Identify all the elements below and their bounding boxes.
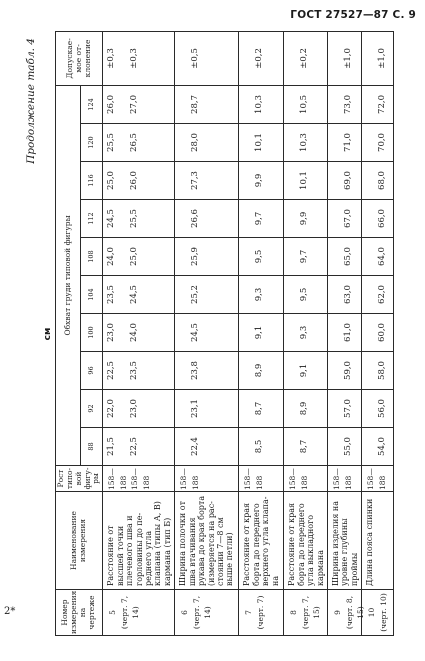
value-cell <box>103 238 175 276</box>
measurement-name: Ширина изделия на уровне глубины проймы <box>328 492 362 590</box>
value-cell <box>239 162 284 200</box>
page-header: ГОСТ 27527—87 С. 9 <box>290 9 416 21</box>
value-cell <box>328 85 362 123</box>
height-value: 158— <box>107 468 117 490</box>
measurement-value: 72,0 <box>376 95 387 114</box>
header-girth: Обхват груди типовой фигуры <box>56 85 81 465</box>
value-cell <box>328 352 362 390</box>
measurement-value: 23,8 <box>189 361 200 380</box>
value-cell <box>239 428 284 466</box>
value-cell <box>362 314 394 352</box>
measurement-value: 25,0 <box>106 171 117 190</box>
measurement-number: 8 <box>289 610 299 615</box>
measurement-value: 10,1 <box>298 171 309 190</box>
value-cell <box>328 314 362 352</box>
value-cell <box>103 200 175 238</box>
measurement-value: 21,5 <box>106 437 117 456</box>
measurement-value: 8,5 <box>253 439 264 454</box>
height-value: 188 <box>377 475 387 490</box>
value-cell <box>239 85 284 123</box>
tolerance-cell <box>239 31 284 85</box>
header-tolerance: Допускаемое отклонение <box>56 31 103 85</box>
value-cell <box>328 238 362 276</box>
value-cell <box>103 390 175 428</box>
measurement-value: 24,5 <box>129 285 140 304</box>
value-cell <box>362 352 394 390</box>
measurement-value: 55,0 <box>342 437 353 456</box>
height-value: 158— <box>366 468 376 490</box>
drawing-reference: (черт. 7, 14) <box>191 595 213 630</box>
unit-label: см <box>43 327 53 341</box>
measurement-value: 28,7 <box>189 95 200 114</box>
measurement-value: 69,0 <box>342 171 353 190</box>
value-cell <box>328 276 362 314</box>
tolerance-value: ±0,3 <box>129 48 140 69</box>
measurement-number-cell <box>239 590 284 636</box>
value-cell <box>362 428 394 466</box>
value-cell <box>175 352 239 390</box>
value-cell <box>284 162 328 200</box>
value-cell <box>103 428 175 466</box>
measurement-value: 27,3 <box>189 171 200 190</box>
height-value: 188 <box>254 475 264 490</box>
value-cell <box>175 200 239 238</box>
height-value: 188 <box>118 475 128 490</box>
measurement-value: 9,7 <box>298 249 309 264</box>
measurement-name: Длина пояса спинки <box>362 492 394 590</box>
value-cell <box>328 162 362 200</box>
header-size: 92 <box>80 390 102 428</box>
header-size: 96 <box>80 352 102 390</box>
value-cell <box>239 390 284 428</box>
measurement-value: 8,7 <box>253 401 264 416</box>
measurement-value: 25,2 <box>189 285 200 304</box>
height-cell <box>239 466 284 492</box>
measurement-value: 24,5 <box>106 209 117 228</box>
measurement-value: 26,6 <box>189 209 200 228</box>
height-value: 158— <box>243 468 253 490</box>
measurement-value: 57,0 <box>342 399 353 418</box>
header-size: 108 <box>80 238 102 276</box>
tolerance-cell <box>103 31 175 85</box>
height-value: 158— <box>288 468 298 490</box>
measurement-number-cell <box>284 590 328 636</box>
table-row <box>328 31 362 635</box>
drawing-reference: (черт. 7) <box>255 595 265 630</box>
height-value: 158— <box>130 468 140 490</box>
value-cell <box>103 85 175 123</box>
measurement-value: 22,5 <box>106 361 117 380</box>
drawing-reference: (черт. 8, 15) <box>344 595 366 630</box>
value-cell <box>328 428 362 466</box>
value-cell <box>284 238 328 276</box>
height-value: 188 <box>299 475 309 490</box>
measurement-number-cell <box>362 590 394 636</box>
table-body <box>103 31 394 635</box>
measurement-name: Расстояние от края борта до переднего угла выкладного кармана <box>284 492 328 590</box>
measurement-value: 8,7 <box>298 439 309 454</box>
tolerance-value: ±1,0 <box>376 48 387 69</box>
tolerance-cell <box>175 31 239 85</box>
value-cell <box>175 428 239 466</box>
tolerance-cell <box>362 31 394 85</box>
measurement-value: 22,0 <box>106 399 117 418</box>
value-cell <box>175 390 239 428</box>
measurements-table <box>55 31 394 636</box>
measurement-value: 9,3 <box>298 325 309 340</box>
measurement-value: 25,5 <box>106 133 117 152</box>
rotated-table-block <box>21 32 395 636</box>
measurement-value: 10,3 <box>253 95 264 114</box>
measurement-number: 5 <box>108 610 118 615</box>
value-cell <box>284 390 328 428</box>
footnote-mark: 2* <box>4 606 16 617</box>
header-size: 112 <box>80 200 102 238</box>
measurement-value: 64,0 <box>376 247 387 266</box>
measurement-value: 68,0 <box>376 171 387 190</box>
value-cell <box>239 238 284 276</box>
drawing-reference: (черт. 7, 15) <box>300 595 322 630</box>
tolerance-value: ±0,2 <box>298 48 309 69</box>
value-cell <box>284 314 328 352</box>
measurement-value: 9,5 <box>253 249 264 264</box>
measurement-number: 6 <box>180 610 190 615</box>
measurement-number-cell <box>103 590 175 636</box>
measurement-value: 9,7 <box>253 211 264 226</box>
tolerance-value: ±0,5 <box>189 48 200 69</box>
measurement-value: 9,1 <box>253 325 264 340</box>
measurement-value: 26,0 <box>106 95 117 114</box>
measurement-value: 60,0 <box>376 323 387 342</box>
value-cell <box>362 200 394 238</box>
value-cell <box>362 124 394 162</box>
measurement-value: 9,1 <box>298 363 309 378</box>
measurement-value: 28,0 <box>189 133 200 152</box>
measurement-number: 9 <box>333 610 343 615</box>
table-row <box>284 31 328 635</box>
value-cell <box>362 162 394 200</box>
measurement-value: 24,0 <box>106 247 117 266</box>
measurement-value: 23,0 <box>106 323 117 342</box>
measurement-value: 22,4 <box>189 437 200 456</box>
measurement-number: 7 <box>244 610 254 615</box>
tolerance-value: ±1,0 <box>342 48 353 69</box>
table-row <box>239 31 284 635</box>
value-cell <box>362 85 394 123</box>
value-cell <box>175 238 239 276</box>
value-cell <box>362 238 394 276</box>
header-name: Наименование измерения <box>56 492 103 590</box>
measurement-value: 8,9 <box>298 401 309 416</box>
header-size: 104 <box>80 276 102 314</box>
measurement-value: 73,0 <box>342 95 353 114</box>
table-continuation-label: Продолжение табл. 4 <box>25 38 37 164</box>
value-cell <box>239 276 284 314</box>
measurement-value: 23,1 <box>189 399 200 418</box>
measurement-value: 8,9 <box>253 363 264 378</box>
measurement-value: 23,5 <box>106 285 117 304</box>
header-size: 120 <box>80 124 102 162</box>
value-cell <box>103 162 175 200</box>
tolerance-value: ±0,2 <box>253 48 264 69</box>
value-cell <box>175 162 239 200</box>
measurement-value: 25,5 <box>129 209 140 228</box>
table-row <box>362 31 394 635</box>
value-cell <box>175 124 239 162</box>
value-cell <box>239 314 284 352</box>
value-cell <box>284 124 328 162</box>
measurement-number-cell <box>328 590 366 636</box>
measurement-value: 62,0 <box>376 285 387 304</box>
value-cell <box>284 352 328 390</box>
value-cell <box>362 276 394 314</box>
measurement-value: 27,0 <box>129 95 140 114</box>
height-cell <box>175 466 239 492</box>
measurement-value: 56,0 <box>376 399 387 418</box>
measurement-value: 9,9 <box>298 211 309 226</box>
value-cell <box>103 314 175 352</box>
measurement-value: 24,5 <box>189 323 200 342</box>
measurement-value: 23,0 <box>129 399 140 418</box>
table-row <box>175 31 239 635</box>
height-cell <box>103 466 175 492</box>
value-cell <box>175 276 239 314</box>
height-value: 188 <box>141 475 151 490</box>
measurement-value: 26,5 <box>129 133 140 152</box>
height-cell <box>284 466 328 492</box>
value-cell <box>328 200 362 238</box>
measurement-value: 63,0 <box>342 285 353 304</box>
measurement-value: 9,5 <box>298 287 309 302</box>
value-cell <box>284 200 328 238</box>
measurement-value: 10,1 <box>253 133 264 152</box>
measurement-name: Расстояние от края борта до переднего верхнего угла клапана <box>239 492 284 590</box>
measurement-value: 58,0 <box>376 361 387 380</box>
measurement-value: 65,0 <box>342 247 353 266</box>
measurement-value: 25,0 <box>129 247 140 266</box>
measurement-name: Ширина полочки от шва втачивания рукава до края борта (измеряется на расстоянии 7—8 см выше петли) <box>175 492 239 590</box>
value-cell <box>239 200 284 238</box>
measurement-value: 9,3 <box>253 287 264 302</box>
measurement-value: 23,5 <box>129 361 140 380</box>
table-row <box>103 31 175 635</box>
tolerance-cell <box>284 31 328 85</box>
measurement-value: 54,0 <box>376 437 387 456</box>
measurement-number: 10 <box>367 607 377 618</box>
header-size: 100 <box>80 314 102 352</box>
measurement-value: 25,9 <box>189 247 200 266</box>
drawing-reference: (черт. 7, 14) <box>119 595 141 630</box>
value-cell <box>284 85 328 123</box>
value-cell <box>328 124 362 162</box>
measurement-value: 67,0 <box>342 209 353 228</box>
measurement-name: Расстояние от высшей точки плечевого шва и горловины до переднего угла клапана (типы А, В) кармана (тип Б) <box>103 492 175 590</box>
value-cell <box>284 428 328 466</box>
height-cell <box>362 466 394 492</box>
measurement-number-cell <box>175 590 239 636</box>
measurement-value: 66,0 <box>376 209 387 228</box>
measurement-value: 10,3 <box>298 133 309 152</box>
measurement-value: 59,0 <box>342 361 353 380</box>
height-value: 188 <box>343 475 353 490</box>
tolerance-value: ±0,3 <box>106 48 117 69</box>
value-cell <box>239 352 284 390</box>
drawing-reference: (черт. 10) <box>378 593 388 632</box>
header-size: 124 <box>80 85 102 123</box>
measurement-value: 22,5 <box>129 437 140 456</box>
height-value: 188 <box>190 475 200 490</box>
measurement-value: 70,0 <box>376 133 387 152</box>
height-cell <box>328 466 362 492</box>
measurement-value: 24,0 <box>129 323 140 342</box>
measurement-value: 9,9 <box>253 173 264 188</box>
tolerance-cell <box>328 31 362 85</box>
value-cell <box>103 276 175 314</box>
height-value: 158— <box>332 468 342 490</box>
value-cell <box>175 85 239 123</box>
header-size: 116 <box>80 162 102 200</box>
value-cell <box>103 124 175 162</box>
measurement-value: 26,0 <box>129 171 140 190</box>
measurement-value: 61,0 <box>342 323 353 342</box>
header-height: Рост типовой фигуры <box>56 466 103 492</box>
value-cell <box>175 314 239 352</box>
value-cell <box>284 276 328 314</box>
value-cell <box>328 390 362 428</box>
header-size: 88 <box>80 428 102 466</box>
value-cell <box>362 390 394 428</box>
height-value: 158— <box>179 468 189 490</box>
value-cell <box>103 352 175 390</box>
measurement-value: 10,5 <box>298 95 309 114</box>
header-number: Номер измерения на чертеже <box>56 590 103 636</box>
measurement-value: 71,0 <box>342 133 353 152</box>
value-cell <box>239 124 284 162</box>
